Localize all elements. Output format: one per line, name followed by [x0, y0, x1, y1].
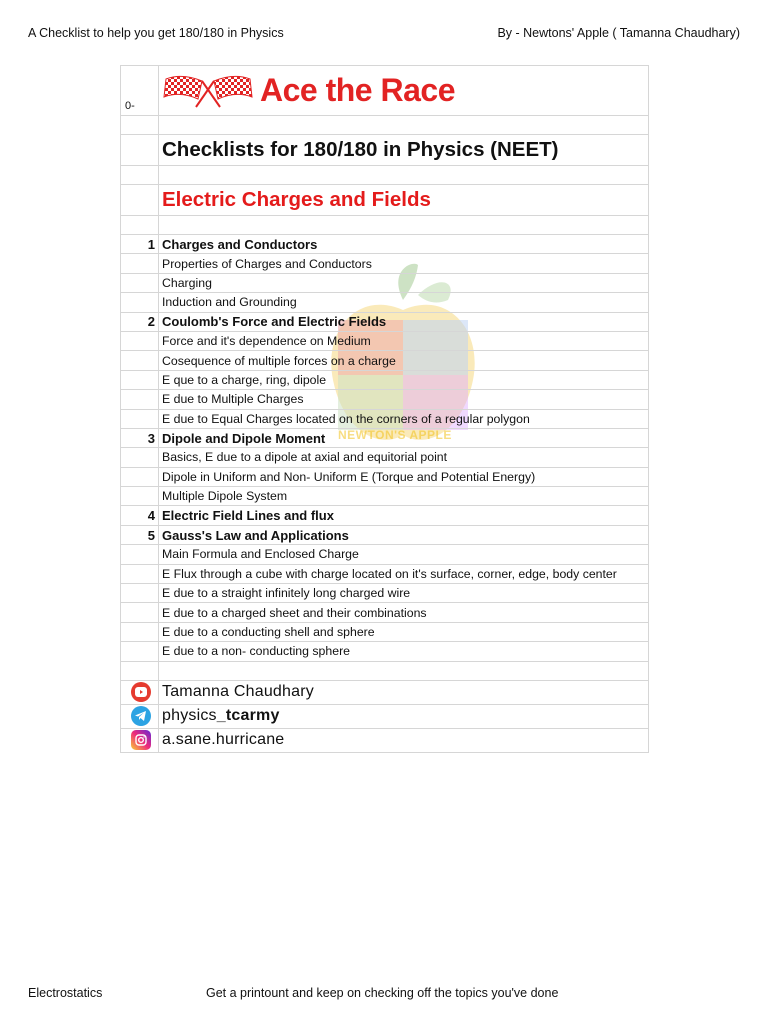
section-number: 5 [121, 526, 159, 545]
list-item [121, 642, 649, 661]
footer-left: Electrostatics [28, 986, 103, 1000]
topic-item: Induction and Grounding [159, 293, 649, 312]
topic-item: E due to a charged sheet and their combinations [159, 603, 649, 622]
list-item [121, 603, 649, 622]
section-row [121, 506, 649, 525]
list-item [121, 351, 649, 370]
list-item [121, 468, 649, 487]
list-item [121, 390, 649, 409]
topic-item: E que to a charge, ring, dipole [159, 371, 649, 390]
logo-row [121, 66, 649, 116]
list-item [121, 293, 649, 312]
contact-youtube-row [121, 681, 649, 705]
list-item [121, 545, 649, 564]
topic-item: Multiple Dipole System [159, 487, 649, 506]
section-number: 2 [121, 313, 159, 332]
telegram-handle[interactable] [159, 705, 649, 729]
instagram-handle[interactable]: a.sane.hurricane [159, 729, 649, 753]
list-item [121, 623, 649, 642]
topic-item: Properties of Charges and Conductors [159, 254, 649, 273]
watermark-text: NEWTON'S APPLE [338, 428, 452, 442]
list-item [121, 584, 649, 603]
blank-row [121, 216, 649, 235]
header-right: By - Newtons' Apple ( Tamanna Chaudhary) [497, 26, 740, 40]
list-item [121, 274, 649, 293]
topic-item: E due to a non- conducting sphere [159, 642, 649, 661]
header-left: A Checklist to help you get 180/180 in Physics [28, 26, 284, 40]
topic-item: E due to a conducting shell and sphere [159, 623, 649, 642]
section-title: Gauss's Law and Applications [159, 526, 649, 545]
list-item [121, 332, 649, 351]
topic-item: Main Formula and Enclosed Charge [159, 545, 649, 564]
topic-item: E due to Equal Charges located on the corners of a regular polygon [159, 410, 649, 429]
contact-instagram-row [121, 729, 649, 753]
instagram-icon[interactable] [131, 730, 151, 750]
blank-row [121, 662, 649, 681]
list-item [121, 487, 649, 506]
logo [162, 66, 455, 115]
list-item [121, 371, 649, 390]
topic-item: Basics, E due to a dipole at axial and equitorial point [159, 448, 649, 467]
section-row [121, 526, 649, 545]
contact-telegram-row [121, 705, 649, 729]
list-item [121, 410, 649, 429]
section-title: Electric Field Lines and flux [159, 506, 649, 525]
section-number: 1 [121, 235, 159, 254]
topic-item: Charging [159, 274, 649, 293]
logo-text: Ace the Race [260, 72, 455, 108]
chapter-row [121, 185, 649, 216]
list-item [121, 254, 649, 273]
title-row [121, 135, 649, 166]
topic-item: E due to Multiple Charges [159, 390, 649, 409]
topic-item: Cosequence of multiple forces on a charge [159, 351, 649, 370]
section-title: Charges and Conductors [159, 235, 649, 254]
blank-row [121, 166, 649, 185]
telegram-icon[interactable] [131, 706, 151, 726]
logo-row-label: 0- [121, 66, 159, 116]
section-number: 3 [121, 429, 159, 448]
section-number: 4 [121, 506, 159, 525]
youtube-icon[interactable] [131, 682, 151, 702]
section-title: Dipole and Dipole Moment [159, 429, 649, 448]
topic-item: E Flux through a cube with charge located on it's surface, corner, edge, body center [159, 565, 649, 584]
logo-cell [159, 66, 649, 116]
section-row [121, 429, 649, 448]
list-item [121, 565, 649, 584]
youtube-channel[interactable]: Tamanna Chaudhary [159, 681, 649, 705]
chapter-title: Electric Charges and Fields [162, 188, 431, 211]
blank-row [121, 116, 649, 135]
checklist-sheet [120, 65, 649, 753]
telegram-bold: _tcarmy [216, 707, 280, 725]
topic-item: Force and it's dependence on Medium [159, 332, 649, 351]
topic-item: E due to a straight infinitely long charged wire [159, 584, 649, 603]
page-title: Checklists for 180/180 in Physics (NEET) [162, 138, 559, 161]
section-row [121, 313, 649, 332]
section-title: Coulomb's Force and Electric Fields [159, 313, 649, 332]
section-row [121, 235, 649, 254]
list-item [121, 448, 649, 467]
topic-item: Dipole in Uniform and Non- Uniform E (Torque and Potential Energy) [159, 468, 649, 487]
checkered-flags-icon [162, 73, 254, 109]
telegram-prefix: physics [162, 707, 217, 725]
footer-center: Get a printount and keep on checking off the topics you've done [206, 986, 559, 1000]
